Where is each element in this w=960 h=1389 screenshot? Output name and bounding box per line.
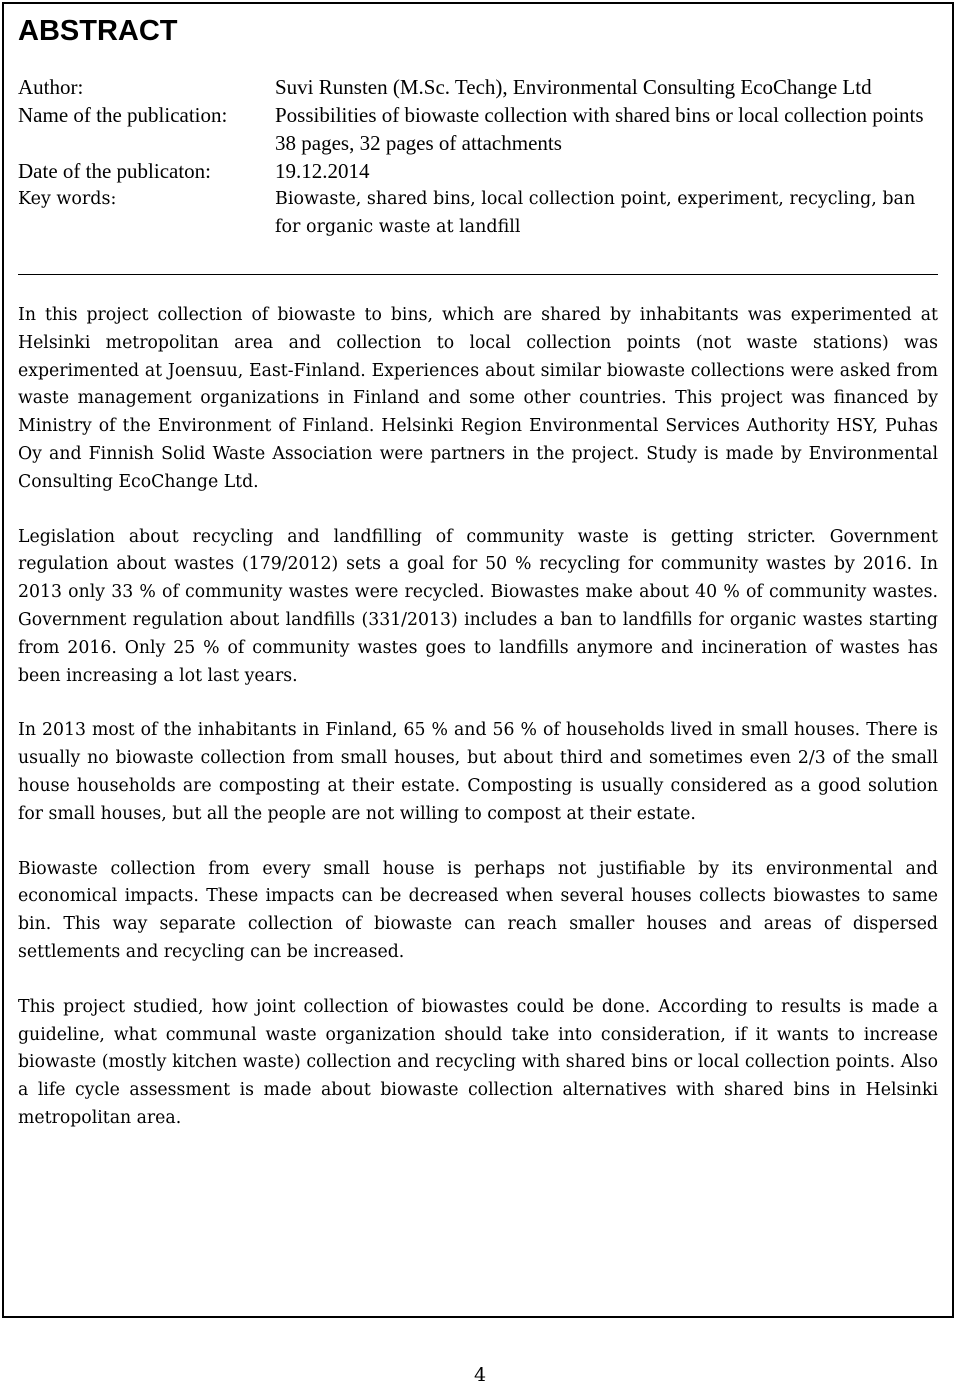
metadata-table xyxy=(18,73,938,241)
page-number: 4 xyxy=(473,1364,487,1386)
page-title: ABSTRACT xyxy=(18,15,178,47)
date-label: Date of the publicaton: xyxy=(18,159,212,183)
pages-row xyxy=(18,129,938,157)
paragraph-1: In this project collection of biowaste to bins, which are shared by inhabitants was experimented at Helsinki metropolitan area and collection to local collection points (not waste stations) was experimented at Joensuu, East-Finland. Experiences about similar biowaste collections were asked from waste management organizations in Finland and some other countries. This project was financed by Ministry of the Environment of Finland. Helsinki Region Environmental Services Authority HSY, Puhas Oy and Finnish Solid Waste Association were partners in the project. Study is made by Environmental Consulting EcoChange Ltd. xyxy=(18,305,938,492)
paragraph-3: In 2013 most of the inhabitants in Finland, 65 % and 56 % of households lived in small houses. There is usually no biowaste collection from small houses, but about third and sometimes even 2/3 of the small house households are composting at their estate. Composting is usually considered as a good solution for small houses, but all the people are not willing to compost at their estate. xyxy=(18,720,938,824)
date-value: 19.12.2014 xyxy=(275,159,370,183)
author-value: Suvi Runsten (M.Sc. Tech), Environmental Consulting EcoChange Ltd xyxy=(275,75,872,99)
paragraph-4: Biowaste collection from every small house is perhaps not justifiable by its environmental and economical impacts. These impacts can be decreased when several houses collects biowastes to same bin. This way separate collection of biowaste can reach smaller houses and areas of dispersed settlements and recycling can be increased. xyxy=(18,858,938,962)
keywords-row xyxy=(18,185,938,241)
keywords-label: Key words: xyxy=(18,189,117,209)
paragraph-5: This project studied, how joint collection of biowastes could be done. According to results is made a guideline, what communal waste organization should take into consideration, if it wants to increase biowaste (mostly kitchen waste) collection and recycling with shared bins or local collection points. Also a life cycle assessment is made about biowaste collection alternatives with shared bins in Helsinki metropolitan area. xyxy=(18,996,938,1128)
pages-value: 38 pages, 32 pages of attachments xyxy=(275,131,562,155)
publication-label: Name of the publication: xyxy=(18,103,228,127)
divider xyxy=(18,274,938,275)
paragraph-2: Legislation about recycling and landfilling of community waste is getting stricter. Government regulation about wastes (179/2012) sets a goal for 50 % recycling for community wastes by 2016. In 2013 only 33 % of community wastes were recycled. Biowastes make about 40 % of community wastes. Government regulation about landfills (331/2013) includes a ban to landfills for organic wastes starting from 2016. Only 25 % of community wastes goes to landfills anymore and incineration of wastes has been increasing a lot last years. xyxy=(18,526,938,686)
date-row xyxy=(18,157,938,185)
keywords-value: Biowaste, shared bins, local collection point, experiment, recycling, ban for organic waste at landfill xyxy=(275,189,916,237)
abstract-frame xyxy=(2,2,954,1318)
publication-row xyxy=(18,101,938,129)
author-row xyxy=(18,73,938,101)
author-label: Author: xyxy=(18,75,84,99)
publication-value: Possibilities of biowaste collection with shared bins or local collection points xyxy=(275,103,924,127)
